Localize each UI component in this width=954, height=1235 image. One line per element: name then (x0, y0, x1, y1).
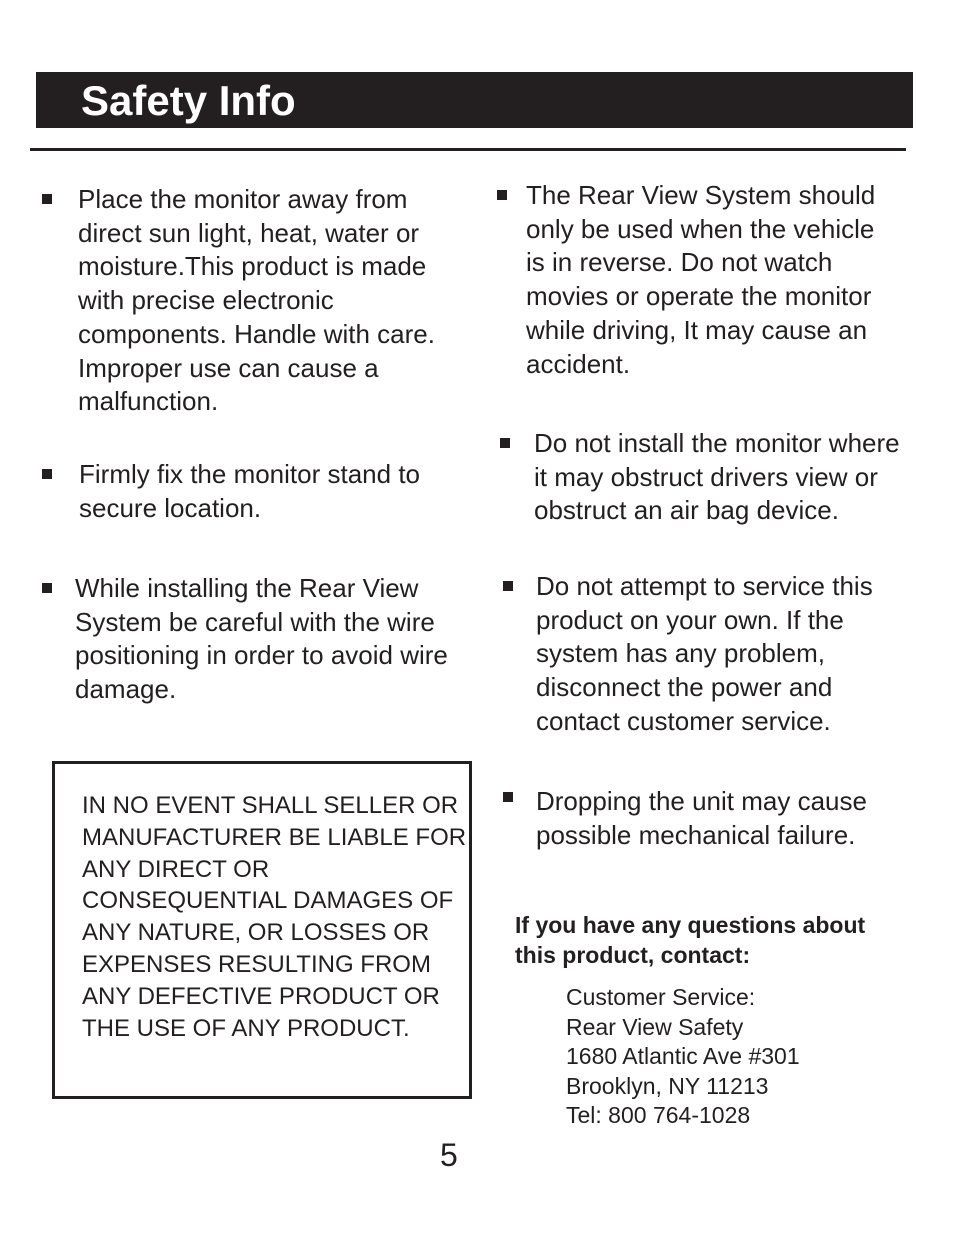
safety-bullet-reverse-only (497, 179, 877, 381)
bullet-text: Firmly fix the monitor stand to secure location. (79, 459, 420, 523)
bullet-square-icon (497, 190, 507, 200)
header-divider (30, 148, 906, 151)
safety-bullet-airbag (500, 427, 900, 528)
safety-bullet-dropping (503, 785, 883, 852)
address-line: Customer Service: (566, 984, 756, 1010)
page-number: 5 (440, 1137, 458, 1173)
bullet-text: The Rear View System should only be used when the vehicle is in reverse. Do not watch movies or operate the monitor while driving, It may cause an accident. (526, 180, 876, 379)
section-header (36, 72, 913, 128)
customer-service-address (566, 983, 906, 1131)
bullet-text: Do not attempt to service this product on your own. If the system has any problem, disconnect the power and contact customer service. (536, 571, 873, 736)
safety-bullet-sunlight (42, 183, 442, 419)
bullet-text: While installing the Rear View System be careful with the wire positioning in order to avoid wire damage. (75, 573, 448, 705)
bullet-square-icon (503, 792, 513, 802)
safety-bullet-service (503, 570, 903, 739)
bullet-square-icon (500, 438, 510, 448)
bullet-square-icon (42, 469, 52, 479)
address-line: Brooklyn, NY 11213 (566, 1072, 769, 1099)
bullet-square-icon (42, 583, 52, 593)
safety-bullet-wiring (42, 572, 467, 707)
contact-heading: If you have any questions about this product, contact: (515, 912, 866, 968)
bullet-square-icon (42, 194, 52, 204)
address-line: Rear View Safety (566, 1013, 744, 1040)
bullet-text: Do not install the monitor where it may obstruct drivers view or obstruct an air bag device. (534, 428, 900, 526)
bullet-text: Place the monitor away from direct sun light, heat, water or moisture.This product is made with precise electronic components. Handle with care. Improper use can cause a malfunction. (78, 184, 435, 417)
bullet-text: Dropping the unit may cause possible mechanical failure. (536, 786, 867, 850)
bullet-square-icon (503, 581, 513, 591)
liability-disclaimer-box (52, 761, 472, 1099)
phone-number: Tel: 800 764-1028 (566, 1102, 751, 1129)
page-title: Safety Info (81, 77, 296, 124)
address-line: 1680 Atlantic Ave #301 (566, 1043, 800, 1070)
safety-bullet-stand (42, 458, 462, 525)
liability-disclaimer-text: IN NO EVENT SHALL SELLER OR MANUFACTURER BE LIABLE FOR ANY DIRECT OR CONSEQUENTIAL DAMAGES OF ANY NATURE, OR LOSSES OR EXPENSES RESULTING FROM ANY DEFECTIVE PRODUCT OR THE USE OF ANY PRODUCT. (82, 792, 467, 1042)
